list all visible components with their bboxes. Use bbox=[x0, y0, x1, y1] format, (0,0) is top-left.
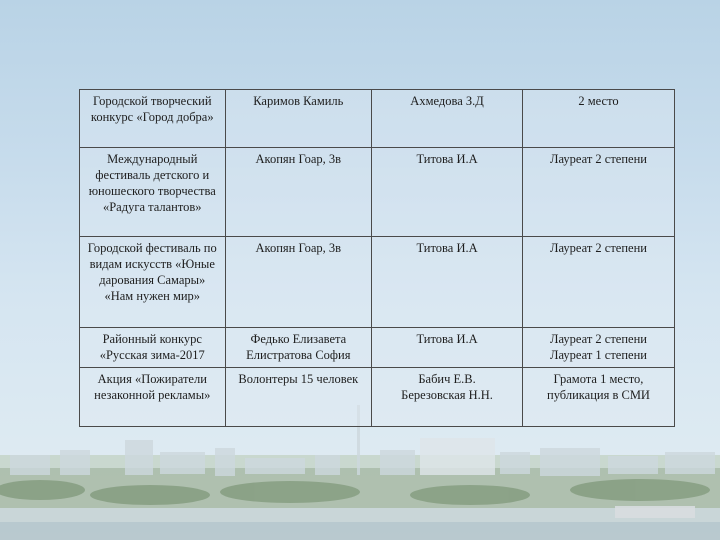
event-cell: Международный фестиваль детского и юношеского творчества «Радуга талантов» bbox=[80, 148, 226, 237]
result-cell bbox=[523, 237, 675, 328]
teacher-cell bbox=[372, 237, 523, 328]
teacher-cell bbox=[372, 328, 523, 368]
event-cell: Городской фестиваль по видам искусств «Юные дарования Самары» «Нам нужен мир» bbox=[80, 237, 226, 328]
participant-cell bbox=[225, 368, 372, 427]
participant-name: Акопян Гоар, 3в bbox=[255, 241, 342, 255]
participant-name: Каримов Камиль bbox=[253, 94, 344, 108]
participant-name: Федько Елизавета bbox=[250, 332, 347, 346]
participant-name: Волонтеры 15 человек bbox=[238, 372, 359, 386]
participant-name: Акопян Гоар, 3в bbox=[255, 152, 342, 166]
result-cell bbox=[523, 90, 675, 148]
teacher-cell bbox=[372, 148, 523, 237]
event-cell: Акция «Пожиратели незаконной рекламы» bbox=[80, 368, 226, 427]
teacher-name: Титова И.А bbox=[416, 241, 478, 255]
table-row bbox=[80, 90, 675, 148]
result-text: Грамота 1 место, публикация в СМИ bbox=[547, 372, 650, 402]
table-row bbox=[80, 368, 675, 427]
result-cell bbox=[523, 148, 675, 237]
teacher-cell bbox=[372, 368, 523, 427]
table-row bbox=[80, 148, 675, 237]
awards-table-container bbox=[79, 89, 675, 426]
result-text: Лауреат 1 степени bbox=[550, 348, 647, 362]
participant-cell bbox=[225, 237, 372, 328]
participant-cell bbox=[225, 148, 372, 237]
result-text: Лауреат 2 степени bbox=[550, 332, 647, 346]
event-cell: Городской творческий конкурс «Город добра» bbox=[80, 90, 226, 148]
result-text: Лауреат 2 степени bbox=[550, 152, 647, 166]
result-cell bbox=[523, 328, 675, 368]
event-cell: Районный конкурс «Русская зима-2017 bbox=[80, 328, 226, 368]
teacher-name: Ахмедова З.Д bbox=[410, 94, 484, 108]
teacher-name: Бабич Е.В. bbox=[418, 372, 476, 386]
teacher-name: Березовская Н.Н. bbox=[401, 388, 493, 402]
teacher-cell bbox=[372, 90, 523, 148]
table-row bbox=[80, 237, 675, 328]
teacher-name: Титова И.А bbox=[416, 332, 478, 346]
table-row bbox=[80, 328, 675, 368]
result-text: Лауреат 2 степени bbox=[550, 241, 647, 255]
teacher-name: Титова И.А bbox=[416, 152, 478, 166]
participant-name: Елистратова София bbox=[246, 348, 351, 362]
participant-cell bbox=[225, 328, 372, 368]
awards-table bbox=[79, 89, 675, 427]
result-cell bbox=[523, 368, 675, 427]
result-text: 2 место bbox=[578, 94, 619, 108]
participant-cell bbox=[225, 90, 372, 148]
